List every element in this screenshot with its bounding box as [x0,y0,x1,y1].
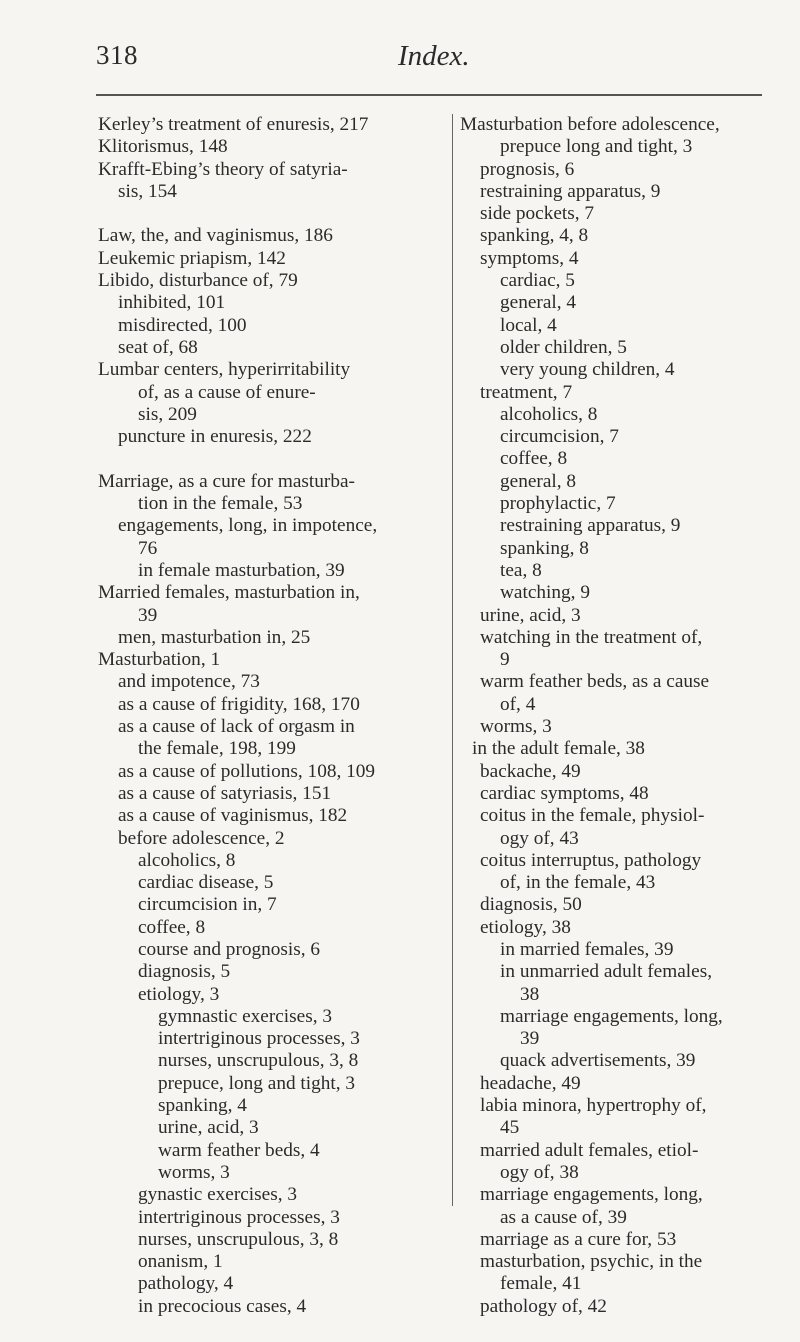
index-entry: Kerley’s treatment of enuresis, 217 [98,114,369,135]
index-entry: sis, 209 [138,403,197,425]
index-entry: coitus interruptus, pathology [480,849,702,871]
index-entry: as a cause of lack of orgasm in [118,716,355,738]
index-entry: married adult females, etiol- [480,1139,699,1161]
index-entry: in female masturbation, 39 [138,559,345,581]
index-entry: Leukemic priapism, 142 [98,247,286,269]
index-entry: restraining apparatus, 9 [480,180,661,202]
index-entry: Masturbation, 1 [98,649,221,671]
index-entry: of, as a cause of enure- [138,381,316,403]
index-entry: misdirected, 100 [118,314,247,336]
index-entry: symptoms, 4 [480,247,579,269]
index-entry: as a cause of frigidity, 168, 170 [118,693,360,715]
index-entry: prophylactic, 7 [500,493,616,515]
index-entry: intertriginous processes, 3 [158,1028,360,1050]
running-head-title: Index. [398,40,470,72]
index-entry: Law, the, and vaginismus, 186 [98,225,333,247]
index-entry: coitus in the female, physiol- [480,805,705,827]
index-entry: spanking, 4 [158,1095,247,1117]
index-entry: in the adult female, 38 [472,738,645,760]
index-column-right [460,114,800,1318]
index-entry: ogy of, 38 [500,1161,579,1183]
index-entry: sis, 154 [118,180,177,202]
index-entry: urine, acid, 3 [480,604,581,626]
index-entry: of, 4 [500,693,536,715]
index-entry: of, in the female, 43 [500,872,656,894]
index-entry: labia minora, hypertrophy of, [480,1095,707,1117]
index-entry: in married females, 39 [500,938,674,960]
index-entry: circumcision, 7 [500,426,619,448]
index-entry: very young children, 4 [500,359,675,381]
index-entry: worms, 3 [158,1161,230,1183]
index-entry: tion in the female, 53 [138,493,303,515]
index-entry: masturbation, psychic, in the [480,1251,703,1273]
index-entry: 9 [500,649,510,671]
index-entry: nurses, unscrupulous, 3, 8 [158,1050,359,1072]
index-entry: coffee, 8 [500,448,568,470]
index-entry: gymnastic exercises, 3 [158,1005,333,1027]
index-entry: general, 4 [500,292,577,314]
index-entry: Masturbation before adolescence, [460,114,720,135]
index-entry: headache, 49 [480,1072,581,1094]
index-entry: general, 8 [500,470,577,492]
index-entry: Krafft-Ebing’s theory of satyria- [98,158,348,180]
index-entry: course and prognosis, 6 [138,938,321,960]
index-entry: spanking, 8 [500,537,589,559]
index-entry: cardiac disease, 5 [138,872,274,894]
index-entry: urine, acid, 3 [158,1117,259,1139]
index-entry: tea, 8 [500,559,542,581]
index-entry: intertriginous processes, 3 [138,1206,340,1228]
index-entry: circumcision in, 7 [138,894,277,916]
index-entry: watching, 9 [500,582,590,604]
index-entry: marriage engagements, long, [480,1184,703,1206]
index-entry: inhibited, 101 [118,292,226,314]
index-entry: pathology of, 42 [480,1295,607,1317]
index-entry: ogy of, 43 [500,827,579,849]
index-entry: pathology, 4 [138,1273,234,1295]
index-entry: as a cause of satyriasis, 151 [118,782,332,804]
index-entry: diagnosis, 50 [480,894,582,916]
index-entry: warm feather beds, 4 [158,1139,320,1161]
index-entry: 38 [520,983,540,1005]
index-entry: Klitorismus, 148 [98,136,228,158]
column-divider [452,114,453,1206]
index-entry: watching in the treatment of, [480,626,703,648]
index-entry: restraining apparatus, 9 [500,515,681,537]
index-entry: coffee, 8 [138,916,206,938]
index-entry: etiology, 3 [138,983,220,1005]
index-entry: local, 4 [500,314,557,336]
index-entry: Lumbar centers, hyperirritability [98,359,351,381]
index-entry: diagnosis, 5 [138,961,231,983]
header-rule [96,94,762,96]
section-gap [98,448,443,470]
index-entry: side pockets, 7 [480,203,595,225]
index-entry: prepuce, long and tight, 3 [158,1072,356,1094]
index-entry: marriage engagements, long, [500,1005,723,1027]
index-entry: 39 [520,1028,540,1050]
index-entry: engagements, long, in impotence, [118,515,378,537]
index-entry: Libido, disturbance of, 79 [98,270,298,292]
index-entry: spanking, 4, 8 [480,225,589,247]
section-gap [98,203,443,225]
index-column-left [98,114,443,1318]
index-entry: alcoholics, 8 [500,403,598,425]
index-entry: before adolescence, 2 [118,827,285,849]
index-entry: warm feather beds, as a cause [480,671,710,693]
index-entry: men, masturbation in, 25 [118,626,311,648]
index-entry: and impotence, 73 [118,671,260,693]
index-entry: in unmarried adult females, [500,961,713,983]
index-entry: 45 [500,1117,520,1139]
index-entry: etiology, 38 [480,916,571,938]
index-entry: treatment, 7 [480,381,573,403]
index-entry: quack advertisements, 39 [500,1050,696,1072]
index-entry: female, 41 [500,1273,582,1295]
index-entry: prognosis, 6 [480,158,575,180]
index-entry: older children, 5 [500,336,627,358]
index-entry: puncture in enuresis, 222 [118,426,312,448]
index-entry: as a cause of, 39 [500,1206,627,1228]
index-entry: the female, 198, 199 [138,738,296,760]
index-entry: alcoholics, 8 [138,849,236,871]
index-entry: onanism, 1 [138,1251,223,1273]
index-entry: 76 [138,537,158,559]
index-entry: cardiac symptoms, 48 [480,782,649,804]
index-entry: as a cause of vaginismus, 182 [118,805,348,827]
index-entry: in precocious cases, 4 [138,1295,307,1317]
index-entry: as a cause of pollutions, 108, 109 [118,760,376,782]
index-entry: 39 [138,604,158,626]
index-entry: worms, 3 [480,716,552,738]
index-entry: marriage as a cure for, 53 [480,1228,677,1250]
index-entry: nurses, unscrupulous, 3, 8 [138,1228,339,1250]
index-entry: prepuce long and tight, 3 [500,136,693,158]
page-number: 318 [96,40,138,70]
index-entry: Marriage, as a cure for masturba- [98,470,355,492]
index-entry: Married females, masturbation in, [98,582,360,604]
index-entry: backache, 49 [480,760,581,782]
index-entry: cardiac, 5 [500,270,575,292]
index-entry: gynastic exercises, 3 [138,1184,298,1206]
index-entry: seat of, 68 [118,336,198,358]
